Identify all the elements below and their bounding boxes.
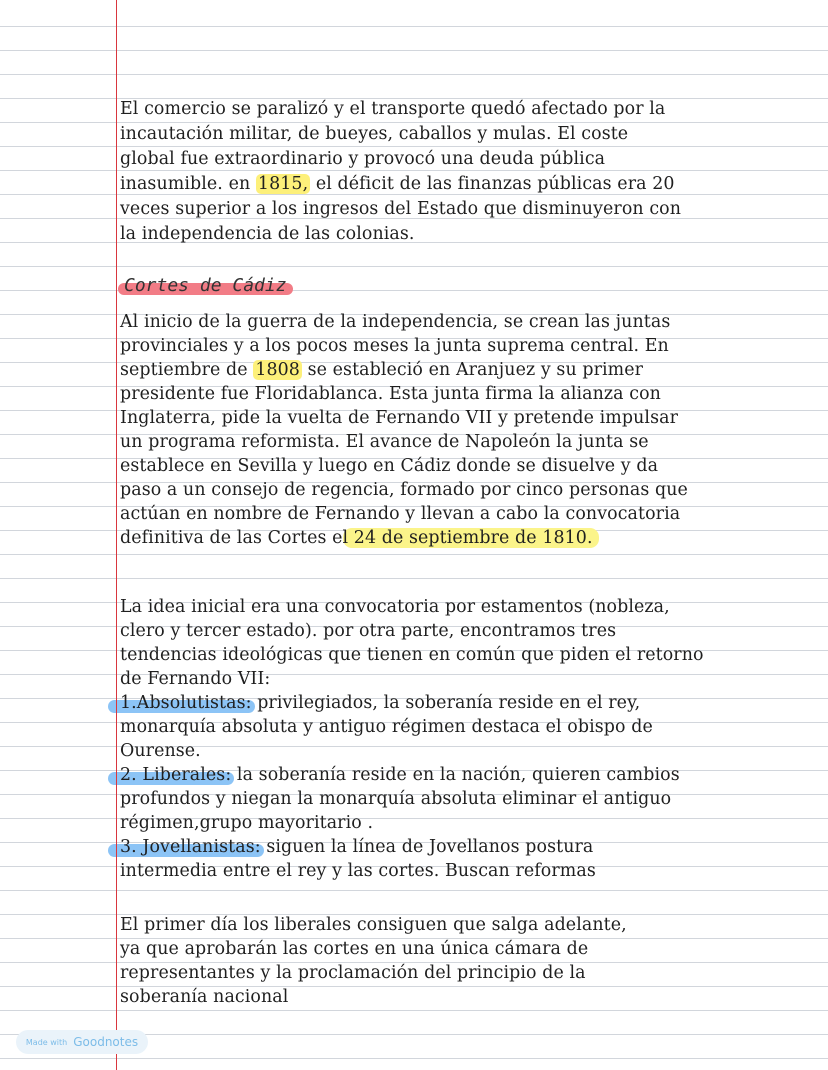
goodnotes-logo: Goodnotes	[73, 1035, 139, 1049]
text-line: soberanía nacional	[120, 987, 289, 1007]
text-line: Ourense.	[120, 741, 201, 761]
text-segment: septiembre de	[120, 360, 248, 380]
text-line: de Fernando VII:	[120, 669, 271, 689]
text-line: intermedia entre el rey y las cortes. Buscan reformas	[120, 861, 596, 881]
text-segment: privilegiados, la soberanía reside en el rey,	[257, 693, 641, 713]
text-line	[120, 526, 820, 550]
text-segment: se estableció en Aranjuez y su primer	[307, 360, 644, 380]
text-line: provinciales y a los pocos meses la junta suprema central. En	[120, 336, 669, 356]
text-line: un programa reformista. El avance de Napoleón la junta se	[120, 432, 649, 452]
paragraph-first-day	[120, 913, 820, 1009]
list-item-absolutistas	[120, 691, 820, 715]
text-line: actúan en nombre de Fernando y llevan a cabo la convocatoria	[120, 504, 681, 524]
text-line	[120, 172, 820, 197]
list-item-jovellanistas	[120, 835, 820, 859]
text-line: La idea inicial era una convocatoria por estamentos (nobleza,	[120, 597, 670, 617]
text-line: El primer día los liberales consiguen que salga adelante,	[120, 915, 627, 935]
text-line: establece en Sevilla y luego en Cádiz donde se disuelve y da	[120, 456, 659, 476]
label-liberales: 2. Liberales:	[120, 765, 232, 785]
paragraph-trade-debt	[120, 97, 820, 247]
text-line: El comercio se paralizó y el transporte quedó afectado por la	[120, 99, 666, 119]
section-heading: Cortes de Cádiz	[124, 275, 287, 296]
made-with-label: Made with	[25, 1037, 68, 1047]
goodnotes-badge[interactable]	[16, 1030, 148, 1054]
text-line: la independencia de las colonias.	[120, 224, 415, 244]
text-line: incautación militar, de bueyes, caballos y mulas. El coste	[120, 124, 629, 144]
highlight-1815: 1815,	[257, 174, 309, 194]
highlight-date-1810: l 24 de septiembre de 1810.	[343, 528, 599, 548]
text-line: régimen,grupo mayoritario .	[120, 813, 374, 833]
text-segment: definitiva de las Cortes e	[120, 528, 343, 548]
highlight-1808: 1808	[255, 360, 300, 380]
label-jovellanistas: 3. Jovellanistas:	[120, 837, 261, 857]
label-absolutistas: 1.Absolutistas:	[120, 693, 252, 713]
paragraph-tendencies	[120, 595, 820, 883]
text-line: representantes y la proclamación del principio de la	[120, 963, 586, 983]
text-segment: siguen la línea de Jovellanos postura	[266, 837, 594, 857]
text-line: tendencias ideológicas que tienen en común que piden el retorno	[120, 645, 704, 665]
text-line: global fue extraordinario y provocó una deuda pública	[120, 149, 606, 169]
text-line: monarquía absoluta y antiguo régimen destaca el obispo de	[120, 717, 653, 737]
text-line: presidente fue Floridablanca. Esta junta firma la alianza con	[120, 384, 661, 404]
text-segment: la soberanía reside en la nación, quieren cambios	[236, 765, 680, 785]
text-line	[120, 358, 820, 382]
text-segment: inasumible.	[120, 174, 223, 194]
list-item-liberales	[120, 763, 820, 787]
text-line: profundos y niegan la monarquía absoluta eliminar el antiguo	[120, 789, 672, 809]
text-line: clero y tercer estado). por otra parte, encontramos tres	[120, 621, 617, 641]
text-line: ya que aprobarán las cortes en una única cámara de	[120, 939, 589, 959]
text-line: paso a un consejo de regencia, formado por cinco personas que	[120, 480, 688, 500]
margin-line	[116, 0, 117, 1070]
text-segment: en	[228, 174, 251, 194]
text-segment: el déficit de las finanzas públicas era 20	[315, 174, 675, 194]
text-line: Al inicio de la guerra de la independencia, se crean las juntas	[120, 312, 671, 332]
text-line: Inglaterra, pide la vuelta de Fernando VII y pretende impulsar	[120, 408, 679, 428]
text-line: veces superior a los ingresos del Estado que disminuyeron con	[120, 199, 682, 219]
paragraph-juntas	[120, 310, 820, 550]
